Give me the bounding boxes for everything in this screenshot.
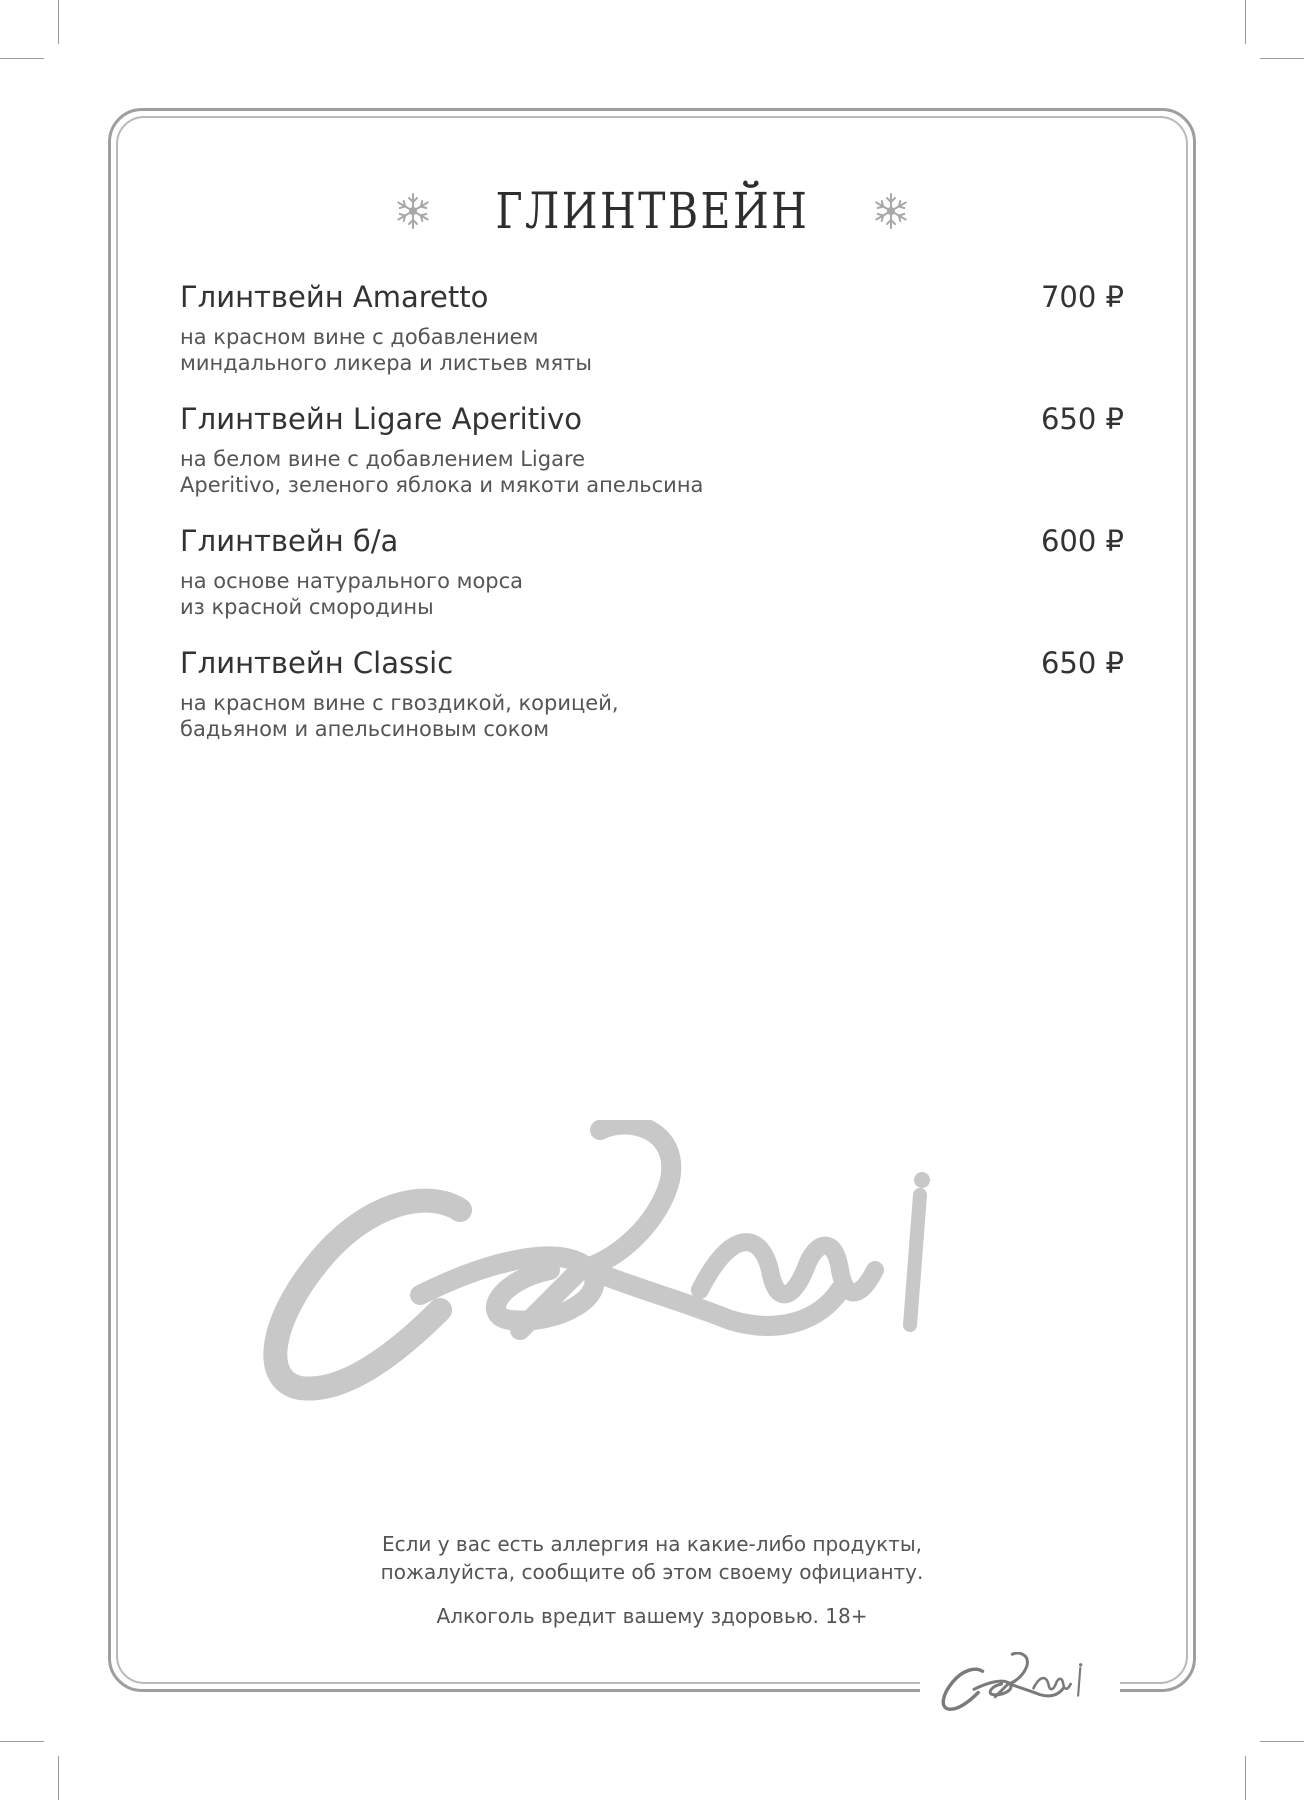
item-description: [180, 446, 800, 498]
signature-logo: [260, 1120, 1060, 1420]
item-description: [180, 690, 800, 742]
item-description-line: на основе натурального морса: [180, 569, 524, 593]
item-description-line: на белом вине с добавлением Ligare: [180, 447, 586, 471]
item-description: [180, 324, 800, 376]
crop-mark: [1260, 58, 1304, 59]
item-name: Глинтвейн Classic: [180, 646, 454, 680]
footer-notes: [0, 1530, 1304, 1628]
menu-item: [180, 524, 1124, 620]
allergy-note-line: Если у вас есть аллергия на какие-либо продукты,: [381, 1532, 923, 1556]
item-name: Глинтвейн Amaretto: [180, 280, 489, 314]
crop-mark: [1245, 1756, 1246, 1800]
item-description-line: на красном вине с гвоздикой, корицей,: [180, 691, 619, 715]
menu-item: [180, 280, 1124, 376]
crop-mark: [1245, 0, 1246, 44]
item-description-line: бадьяном и апельсиновым соком: [180, 717, 550, 741]
crop-mark: [58, 1756, 59, 1800]
crop-mark: [1260, 1741, 1304, 1742]
item-price: 600 ₽: [1040, 524, 1124, 558]
item-price: 650 ₽: [1040, 646, 1124, 680]
crop-mark: [0, 58, 44, 59]
snowflake-icon: [393, 191, 433, 231]
allergy-note-line: пожалуйста, сообщите об этом своему официанту.: [380, 1560, 924, 1584]
item-description-line: миндального ликера и листьев мяты: [180, 351, 592, 375]
item-price: 700 ₽: [1040, 280, 1124, 314]
menu-item: [180, 646, 1124, 742]
page-title: ГЛИНТВЕЙН: [495, 182, 809, 240]
item-price: 650 ₽: [1040, 402, 1124, 436]
item-description-line: на красном вине с добавлением: [180, 325, 539, 349]
signature-logo-small: [940, 1652, 1110, 1716]
snowflake-icon: [871, 191, 911, 231]
item-name: Глинтвейн б/а: [180, 524, 399, 558]
title-row: [0, 176, 1304, 246]
item-description-line: Aperitivo, зеленого яблока и мякоти апельсина: [180, 473, 704, 497]
menu-item: [180, 402, 1124, 498]
item-description: [180, 568, 800, 620]
age-warning: Алкоголь вредит вашему здоровью. 18+: [436, 1604, 868, 1628]
crop-mark: [58, 0, 59, 44]
allergy-note: [0, 1530, 1304, 1586]
crop-mark: [0, 1741, 44, 1742]
item-description-line: из красной смородины: [180, 595, 434, 619]
item-name: Глинтвейн Ligare Aperitivo: [180, 402, 583, 436]
